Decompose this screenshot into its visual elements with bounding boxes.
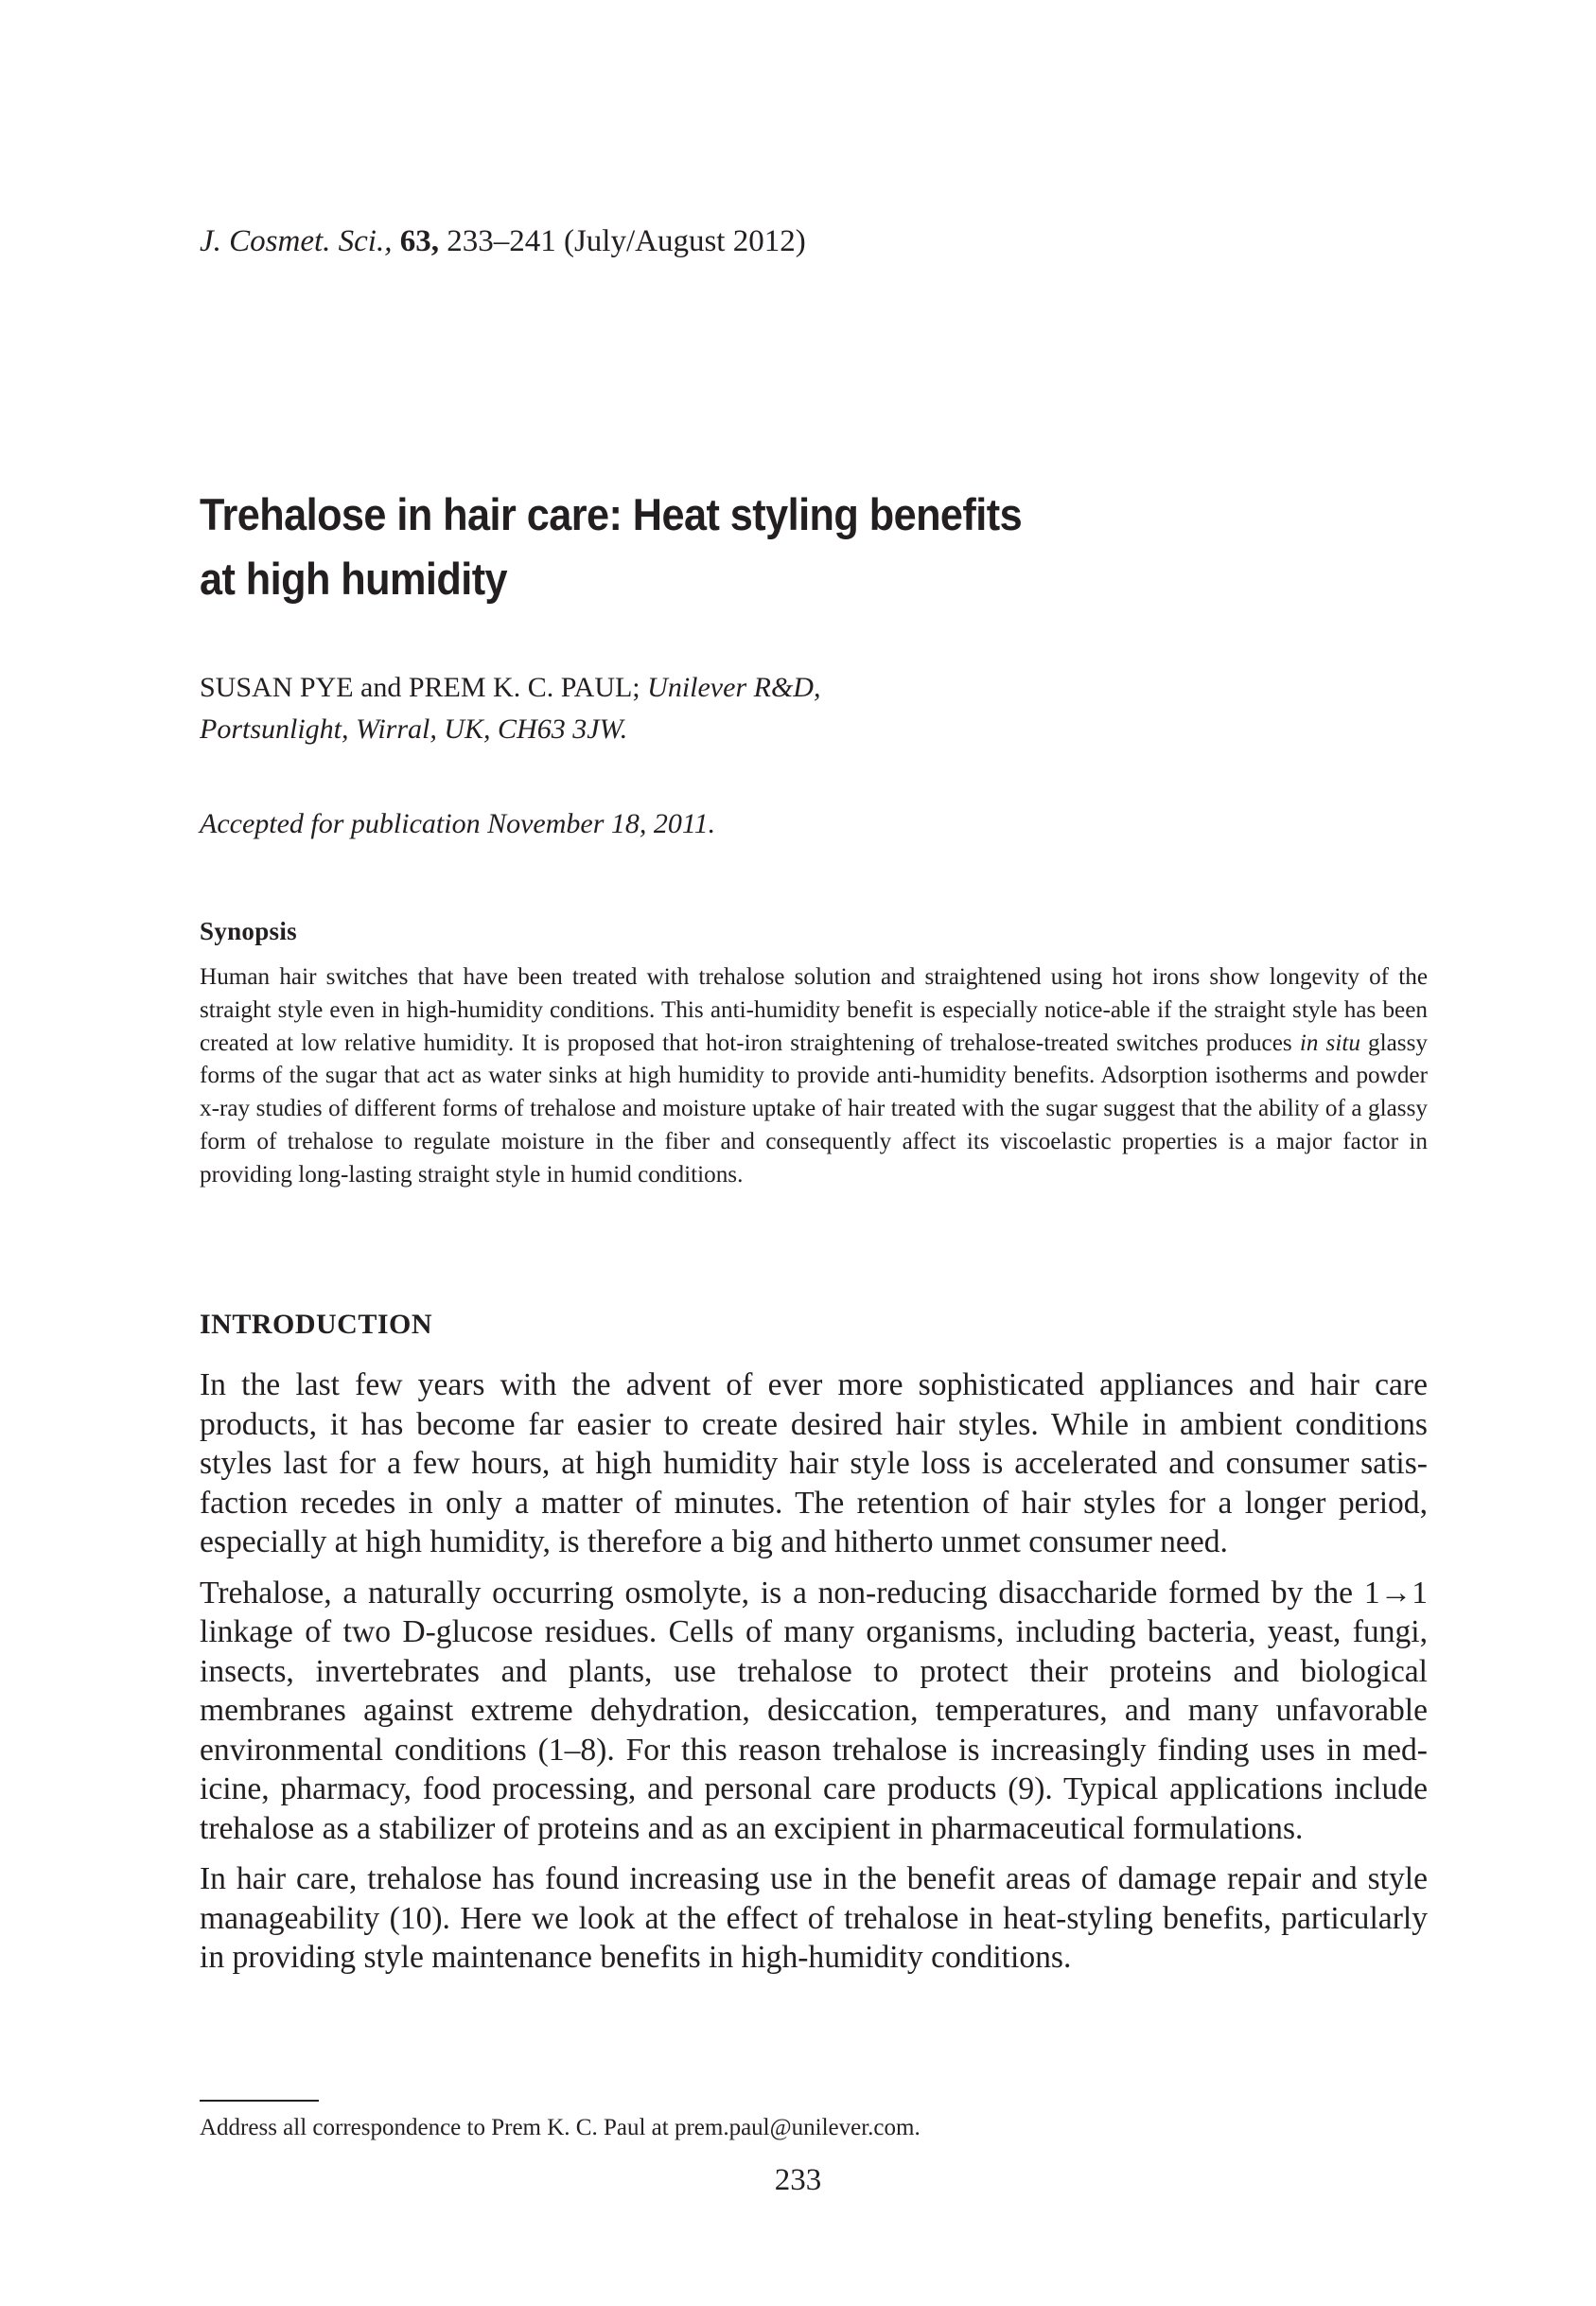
author-names: SUSAN PYE and PREM K. C. PAUL;	[200, 672, 648, 703]
page-number: 233	[774, 2163, 822, 2197]
author-affiliation-1: Unilever R&D,	[647, 672, 821, 703]
introduction-paragraph-2: Trehalose, a naturally occurring osmolyte, is a non-reducing disaccharide formed by the 1→1 linkage of two D-glucose residues. Cells of many organisms, including bacteria, yeast, fungi, insects, invertebrates and plants, use trehalose to protect their proteins and biological membranes against extreme dehydration, desiccation, temperatures, and many unfavorable environmental conditions (1–8). For this reason trehalose is increasingly finding uses in med-icine, pharmacy, food processing, and personal care products (9). Typical applications include trehalose as a stabilizer of proteins and as an excipient in pharmaceutical formulations.	[200, 1575, 1428, 1846]
journal-pages-date: 233–241 (July/August 2012)	[438, 224, 806, 258]
author-block	[200, 667, 820, 750]
journal-citation	[200, 223, 806, 261]
introduction-heading: INTRODUCTION	[200, 1309, 433, 1340]
article-title-line-2: at high humidity	[200, 554, 508, 604]
author-line-1	[200, 667, 820, 709]
author-affiliation-2: Portsunlight, Wirral, UK, CH63 3JW.	[200, 713, 628, 745]
introduction-paragraph-1: In the last few years with the advent of ever more sophisticated appliances and hair care products, it has become far easier to create desired hair styles. While in ambient conditions styles last for a few hours, at high humidity hair style loss is accelerated and consumer satis-faction recedes in only a matter of minutes. The retention of hair styles for a longer period, especially at high humidity, is therefore a big and hitherto unmet consumer need.	[200, 1367, 1428, 1559]
article-title-line-1: Trehalose in hair care: Heat styling benefits	[200, 489, 1023, 539]
synopsis-heading: Synopsis	[200, 917, 297, 945]
synopsis-italic-term: in situ	[1299, 1030, 1360, 1056]
correspondence-footnote: Address all correspondence to Prem K. C. Paul at prem.paul@unilever.com.	[200, 2115, 921, 2140]
introduction-body	[200, 1365, 1428, 1989]
synopsis-text-part-2: glassy forms of the sugar that act as water sinks at high humidity to provide anti-humidity benefits. Adsorption isotherms and powder x-ray studies of different forms of trehalose and moisture uptake of hair treated with the sugar suggest that the ability of a glassy form of trehalose to regulate moisture in the fiber and consequently affect its viscoelastic properties is a major factor in providing long-lasting straight style in humid conditions.	[200, 1030, 1428, 1188]
journal-name: J. Cosmet. Sci.,	[200, 224, 393, 258]
article-title	[200, 483, 1157, 611]
journal-volume: 63,	[399, 224, 439, 258]
footnote-divider	[200, 2100, 319, 2102]
synopsis-text	[200, 961, 1428, 1192]
introduction-paragraph-3: In hair care, trehalose has found increasing use in the benefit areas of damage repair and style manageability (10). Here we look at the effect of trehalose in heat-styling benefits, particularly in providing style maintenance benefits in high-humidity conditions.	[200, 1861, 1428, 1975]
acceptance-date: Accepted for publication November 18, 2011.	[200, 808, 716, 839]
synopsis-text-part-1: Human hair switches that have been treated with trehalose solution and straightened using hot irons show longevity of the straight style even in high-humidity conditions. This anti-humidity benefit is especially notice-able if the straight style has been created at low relative humidity. It is proposed that hot-iron straightening of trehalose-treated switches produces	[200, 964, 1428, 1056]
